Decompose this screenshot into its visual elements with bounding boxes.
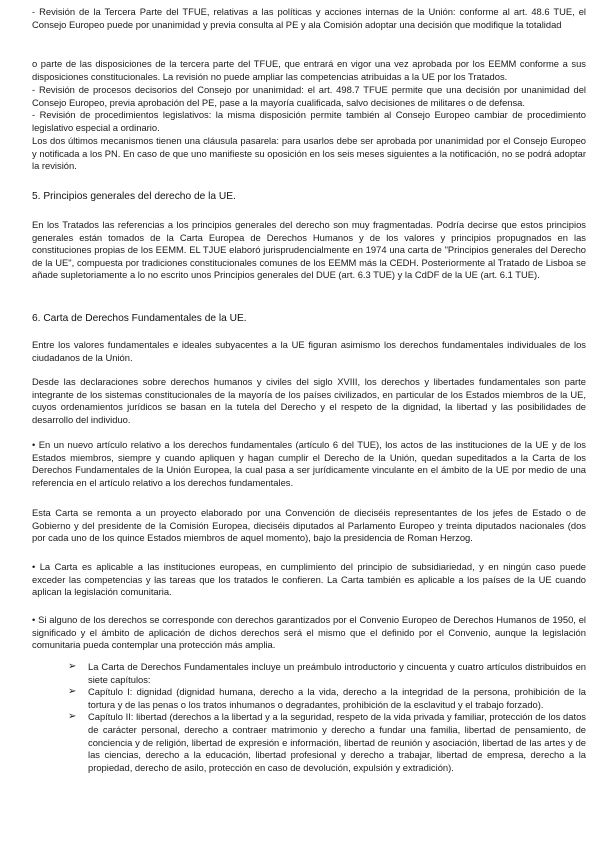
section-heading-5 bbox=[32, 190, 586, 203]
heading-text: 6. Carta de Derechos Fundamentales de la UE. bbox=[32, 313, 247, 324]
paragraph-revision-decisorios bbox=[32, 84, 586, 109]
paragraph-text: - Revisión de procedimientos legislativos: la misma disposición permite también al Consejo Europeo cambiar de procedimiento legislativo especial a ordinario. bbox=[32, 109, 586, 133]
paragraph-revision-tercera-parte bbox=[32, 6, 586, 31]
heading-text: 5. Principios generales del derecho de la UE. bbox=[32, 191, 236, 202]
paragraph-nuevo-articulo bbox=[32, 439, 586, 489]
paragraph-text: • En un nuevo artículo relativo a los derechos fundamentales (artículo 6 del TUE), los actos de las instituciones de la UE y de los Estados miembros, siempre y cuando apliquen y hagan cumplir el Derecho de la Unión, quedan supeditados a la Carta de los Derechos Fundamentales de la Unión Europea, la cual pasa a ser jurídicamente vinculante en el ámbito de la UE por medio de una referencia en el artículo relativo a los derechos fundamentales. bbox=[32, 439, 586, 488]
paragraph-text: - Revisión de la Tercera Parte del TFUE, relativas a las políticas y acciones internas de la Unión: conforme al art. 48.6 TUE, el Consejo Europeo puede por unanimidad y previa consulta al PE y ala Comisión adoptar una decisión que modifique la totalidad bbox=[32, 6, 586, 30]
arrow-bullet-icon: ➢ bbox=[68, 661, 77, 672]
paragraph-text: Los dos últimos mecanismos tienen una cláusula pasarela: para usarlos debe ser aprobada por unanimidad por el Consejo Europeo y notificada a los PN. En caso de que uno manifieste su oposición en los seis meses siguientes a la notificación, no se podrá adoptar la revisión. bbox=[32, 135, 586, 172]
paragraph-text: Entre los valores fundamentales e ideales subyacentes a la UE figuran asimismo los derechos fundamentales individuales de los ciudadanos de la Unión. bbox=[32, 339, 586, 363]
chapter-bullet-list bbox=[32, 661, 586, 774]
list-item-text: La Carta de Derechos Fundamentales incluye un preámbulo introductorio y cincuenta y cuatro artículos distribuidos en siete capítulos: bbox=[88, 661, 586, 685]
list-item-text: Capítulo I: dignidad (dignidad humana, derecho a la vida, derecho a la integridad de la persona, prohibición de la tortura y de las penas o los tratos inhumanos o degradantes, prohibición de la esclavitud y el trabajo forzado). bbox=[88, 686, 586, 710]
list-item-text: Capítulo II: libertad (derechos a la libertad y a la seguridad, respeto de la vida privada y familiar, protección de los datos de carácter personal, derecho a contraer matrimonio y derecho a fundar una familia, libertad de pensamiento, de conciencia y de religión, libertad de expresión e información, libertad de reunión y asociación, libertad de las artes y de las ciencias, derecho a la educación, libertad profesional y derecho a trabajar, libertad de empresa, derecho a la propiedad, derecho de asilo, protección en caso de devolución, expulsión y extradición). bbox=[88, 711, 586, 773]
list-item bbox=[32, 686, 586, 711]
paragraph-carta-aplicable bbox=[32, 561, 586, 599]
paragraph-text: • La Carta es aplicable a las instituciones europeas, en cumplimiento del principio de subsidiariedad, y en ningún caso puede exceder las competencias y las tareas que los tratados le confieren. La Carta también es aplicable a los países de la UE cuando aplican la legislación comunitaria. bbox=[32, 561, 586, 598]
list-item bbox=[32, 661, 586, 686]
paragraph-text: - Revisión de procesos decisorios del Consejo por unanimidad: el art. 498.7 TFUE permite que una decisión por unanimidad del Consejo Europeo, previa aprobación del PE, pase a la mayoría cualificada, salvo decisiones de militares o de defensa. bbox=[32, 84, 586, 108]
paragraph-valores-fundamentales bbox=[32, 339, 586, 364]
paragraph-revision-legislativos bbox=[32, 109, 586, 134]
arrow-bullet-icon: ➢ bbox=[68, 686, 77, 698]
paragraph-text: Esta Carta se remonta a un proyecto elaborado por una Convención de dieciséis representantes de los jefes de Estado o de Gobierno y del presidente de la Comisión Europea, dieciséis diputados al Parlamento Europeo y treinta diputados nacionales (dos por cada uno de los quince Estados miembros de aquel momento), bajo la presidencia de Roman Herzog. bbox=[32, 507, 586, 544]
paragraph-clausula-pasarela bbox=[32, 135, 586, 173]
paragraph-text: • Si alguno de los derechos se corresponde con derechos garantizados por el Convenio Europeo de Derechos Humanos de 1950, el significado y el ámbito de aplicación de dichos derechos será el mismo que el definido por el Convenio, aunque la legislación comunitaria pueda contemplar una protección más amplia. bbox=[32, 614, 586, 651]
paragraph-declaraciones bbox=[32, 376, 586, 426]
paragraph-text: o parte de las disposiciones de la tercera parte del TFUE, que entrará en vigor una vez aprobada por los EEMM conforme a sus disposiciones constitucionales. La revisión no puede ampliar las competencias atribuidas a la UE por los Tratados. bbox=[32, 58, 586, 82]
paragraph-text: Desde las declaraciones sobre derechos humanos y civiles del siglo XVIII, los derechos y libertades fundamentales son parte integrante de los sistemas constitucionales de la mayoría de los países civilizados, en particular de los Estados miembros de la UE, cuyos ordenamientos jurídicos se basan en la tutela del Derecho y el respeto de la dignidad, la libertad y las posibilidades de desarrollo del individuo. bbox=[32, 376, 586, 425]
arrow-bullet-icon: ➢ bbox=[68, 711, 77, 723]
paragraph-text: En los Tratados las referencias a los principios generales del derecho son muy fragmentadas. Podría decirse que estos principios generales están tomados de la Carta Europea de Derechos Humanos y de los valores y principios propugnados en las constituciones propias de los EEMM. EL TJUE elaboró jurisprudencialmente en 1974 una carta de "Principios generales del Derecho de la UE", compuesta por tradiciones constitucionales comunes de los EEMM más la CEDH. Posteriormente al Tratado de Lisboa se añade supletoriamente a lo no escrito unos Principios generales del DUE (art. 6.3 TUE) y la CdDF de la UE (art. 6.1 TUE). bbox=[32, 219, 586, 281]
paragraph-principios-generales bbox=[32, 219, 586, 282]
paragraph-convenio-europeo bbox=[32, 614, 586, 652]
paragraph-revision-continuation bbox=[32, 58, 586, 83]
paragraph-convencion bbox=[32, 507, 586, 545]
section-heading-6 bbox=[32, 312, 586, 325]
list-item bbox=[32, 711, 586, 774]
